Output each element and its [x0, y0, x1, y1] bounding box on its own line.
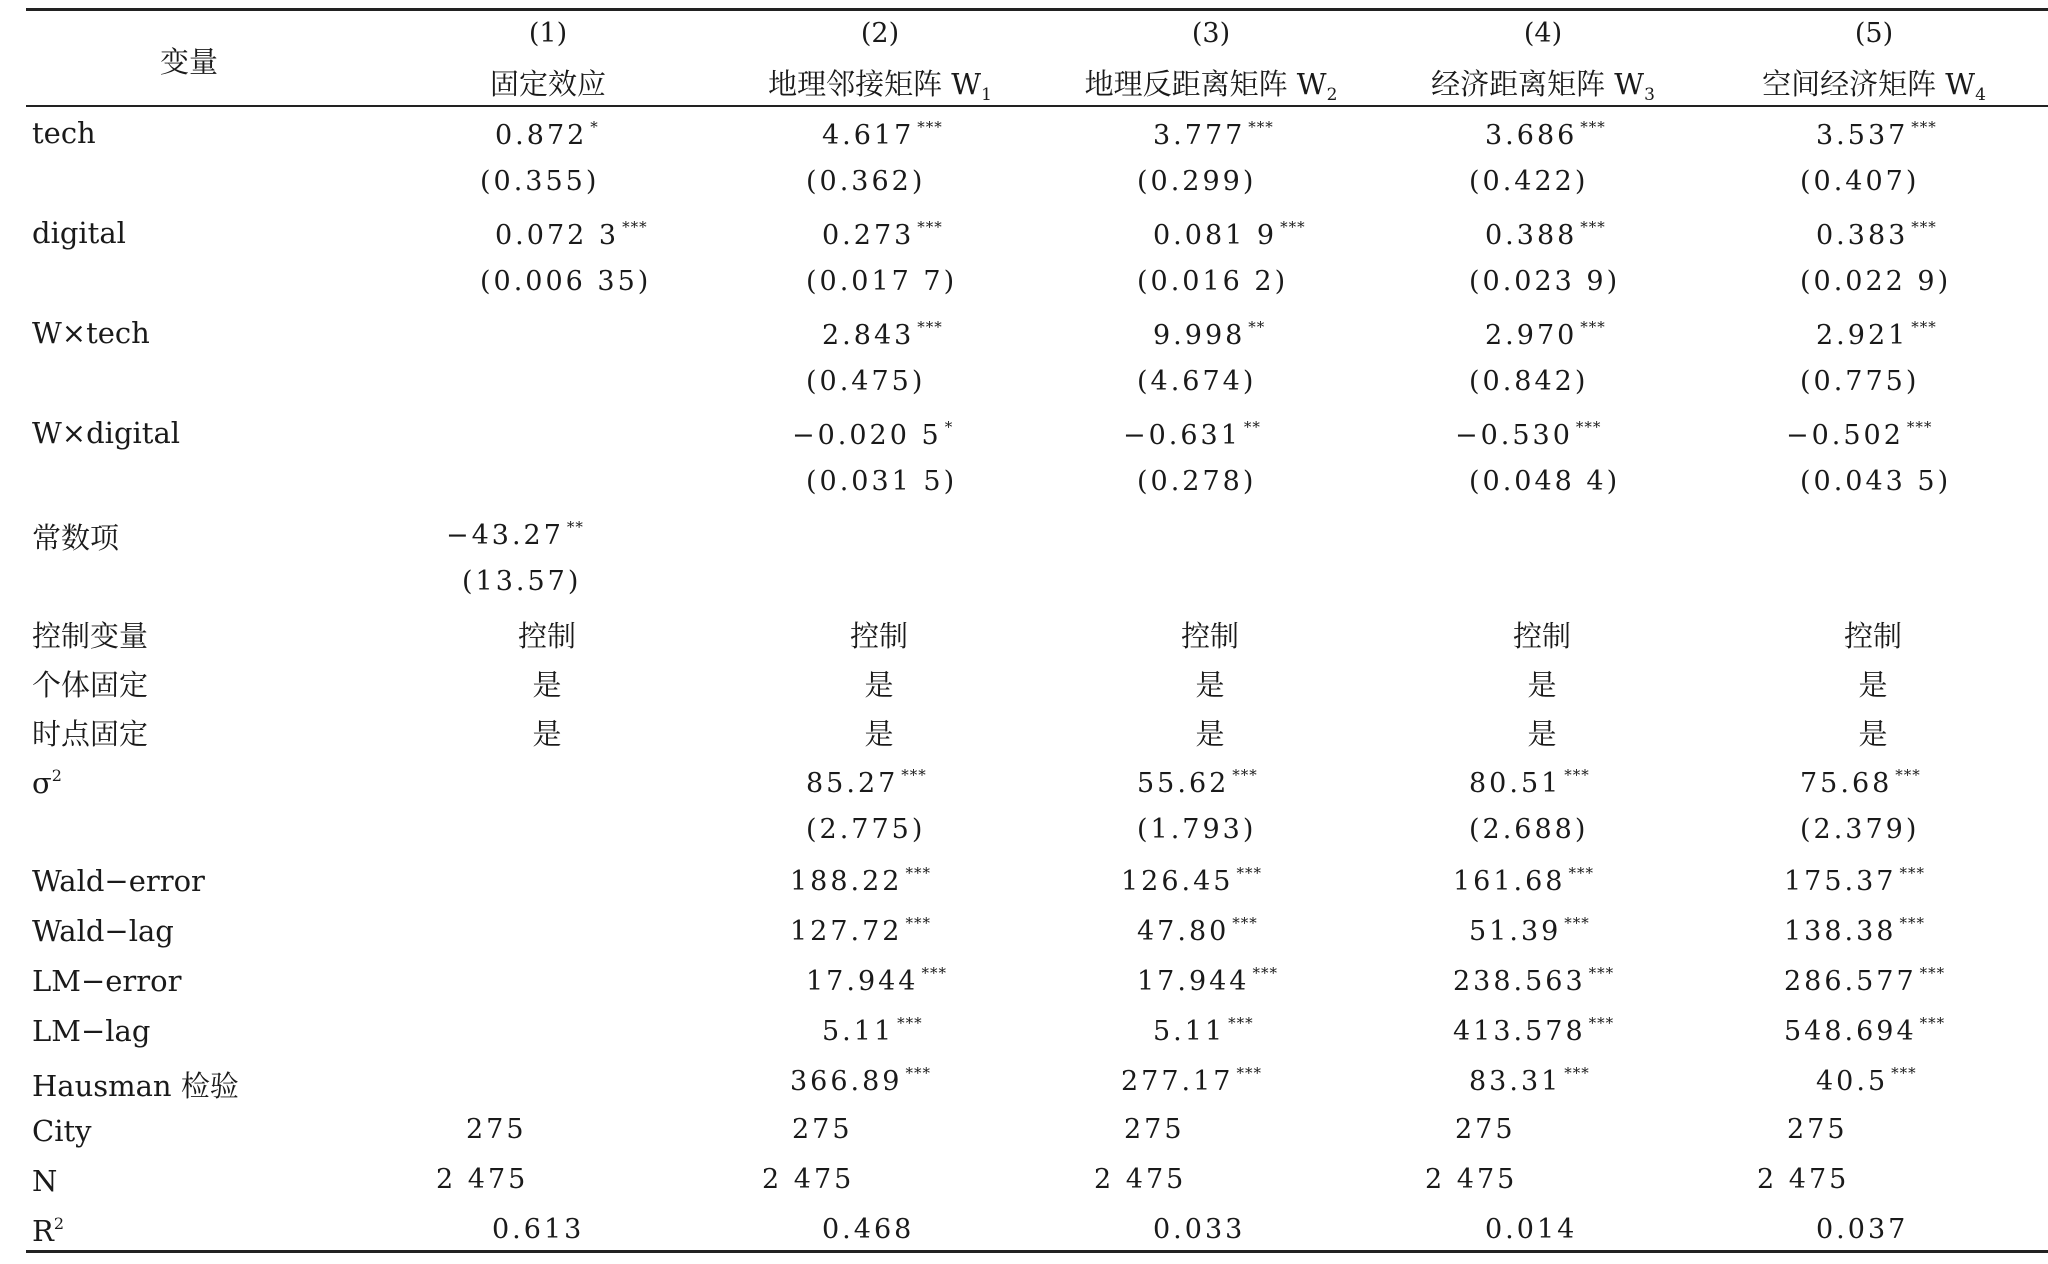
test-row-label: Wald−lag: [32, 914, 174, 948]
significance-stars: ***: [1588, 964, 1615, 982]
coef-cell: [495, 218, 648, 251]
coef-value: 413.578: [1453, 1016, 1586, 1047]
coef-value: −43.27: [446, 520, 564, 551]
header-col-2-name: [700, 62, 1060, 105]
significance-stars: ***: [921, 964, 947, 982]
header-col-3-name: [1031, 62, 1391, 105]
coef-value: 9.998: [1153, 320, 1246, 351]
test-cell: [1469, 1064, 1590, 1097]
row-label: 常数项: [32, 521, 120, 555]
footer-row-label: [32, 1214, 64, 1248]
coef-cell: [1485, 118, 1606, 151]
coef-value: 138.38: [1784, 916, 1897, 947]
coef-value: 17.944: [806, 966, 919, 997]
coef-cell: [1816, 118, 1937, 151]
test-cell: [1784, 964, 1945, 997]
significance-stars: ***: [901, 766, 927, 784]
sigma-cell: [806, 766, 927, 799]
coef-value: 4.617: [822, 120, 915, 151]
coef-value: 3.777: [1153, 120, 1246, 151]
header-col-2-number: (2): [860, 18, 900, 49]
coef-value: 188.22: [790, 866, 903, 897]
sigma-std-error: (2.688): [1469, 814, 1589, 845]
footer-cell: 275: [1455, 1114, 1516, 1145]
test-cell: [1816, 1064, 1917, 1097]
coef-cell: [1816, 318, 1937, 351]
control-cell: 是: [532, 717, 562, 751]
test-cell: [1121, 864, 1262, 897]
std-error-cell: (0.006 35): [480, 266, 652, 297]
control-row-label: 控制变量: [32, 619, 149, 653]
table-header-rule: [26, 105, 2048, 107]
footer-cell: 0.468: [822, 1214, 915, 1245]
control-cell: 是: [1195, 668, 1225, 702]
control-cell: 是: [1527, 668, 1557, 702]
significance-stars: ***: [1906, 418, 1933, 436]
coef-value: 0.072 3: [495, 220, 620, 251]
header-col-1-name: [368, 62, 728, 105]
footer-cell: 275: [792, 1114, 853, 1145]
footer-cell: 0.033: [1153, 1214, 1246, 1245]
control-cell: 是: [864, 668, 894, 702]
coef-value: 127.72: [790, 916, 903, 947]
test-cell: [1469, 914, 1590, 947]
std-error-cell: (0.422): [1469, 166, 1589, 197]
test-row-label: Hausman 检验: [32, 1069, 239, 1103]
significance-stars: ***: [1564, 1064, 1590, 1082]
std-error-cell: (0.475): [806, 366, 926, 397]
coef-cell: [1123, 418, 1261, 451]
test-cell: [1453, 964, 1614, 997]
significance-stars: ***: [1588, 1014, 1615, 1032]
sigma-std-error: (1.793): [1137, 814, 1257, 845]
footer-row-label: [32, 1164, 57, 1198]
std-error-cell: (0.355): [480, 166, 600, 197]
footer-cell: 0.037: [1816, 1214, 1909, 1245]
test-cell: [1453, 864, 1594, 897]
significance-stars: ***: [1580, 118, 1606, 136]
significance-stars: ***: [1911, 318, 1937, 336]
sigma-cell: [1800, 766, 1921, 799]
significance-stars: ***: [1568, 864, 1594, 882]
coef-value: 0.388: [1485, 220, 1578, 251]
test-cell: [1453, 1014, 1614, 1047]
coef-value: 238.563: [1453, 966, 1586, 997]
header-variable: 变量: [160, 45, 219, 79]
significance-stars: ***: [897, 1014, 923, 1032]
coef-value: 80.51: [1469, 768, 1562, 799]
sigma-symbol: σ: [32, 766, 52, 800]
control-cell: 控制: [1180, 619, 1239, 653]
std-error-cell: (0.043 5): [1800, 466, 1952, 497]
row-label: W×tech: [32, 316, 150, 350]
control-cell: 是: [1858, 717, 1888, 751]
sigma-label: [32, 766, 62, 800]
test-cell: [1784, 914, 1925, 947]
significance-stars: ***: [1891, 1064, 1917, 1082]
significance-stars: **: [1243, 418, 1261, 436]
coef-value: 17.944: [1137, 966, 1250, 997]
std-error-cell: (4.674): [1137, 366, 1257, 397]
coef-value: −0.530: [1455, 420, 1573, 451]
sigma-cell: [1469, 766, 1590, 799]
coef-value: 2.921: [1816, 320, 1909, 351]
header-col-3-number: (3): [1191, 18, 1231, 49]
coef-value: 0.273: [822, 220, 915, 251]
control-cell: 是: [1527, 717, 1557, 751]
footer-label-text: City: [32, 1114, 92, 1148]
significance-stars: *: [944, 418, 954, 436]
table-bottom-rule: [26, 1250, 2048, 1253]
coef-value: 55.62: [1137, 768, 1230, 799]
header-name-text: 经济距离矩阵 W: [1431, 67, 1645, 101]
test-cell: [1784, 864, 1925, 897]
footer-cell: 2 475: [1757, 1164, 1850, 1195]
significance-stars: ***: [917, 218, 943, 236]
header-name-text: 固定效应: [489, 67, 606, 101]
coef-cell: [1485, 218, 1606, 251]
header-name-text: 地理邻接矩阵 W: [768, 67, 982, 101]
test-row-label: LM−error: [32, 964, 182, 998]
control-row-label: 个体固定: [32, 668, 149, 702]
footer-cell: 2 475: [1425, 1164, 1518, 1195]
sigma-cell: [1137, 766, 1258, 799]
std-error-cell: (0.023 9): [1469, 266, 1621, 297]
test-cell: [822, 1014, 923, 1047]
significance-stars: ***: [1236, 1064, 1262, 1082]
coef-value: 83.31: [1469, 1066, 1562, 1097]
std-error-cell: (0.299): [1137, 166, 1257, 197]
header-name-subscript: 1: [981, 85, 992, 105]
sigma-std-error: (2.775): [806, 814, 926, 845]
std-error-cell: (0.278): [1137, 466, 1257, 497]
header-name-subscript: 3: [1644, 85, 1655, 105]
footer-cell: 275: [1124, 1114, 1185, 1145]
significance-stars: ***: [1899, 914, 1925, 932]
std-error-cell: (0.775): [1800, 366, 1920, 397]
footer-row-label: [32, 1114, 92, 1148]
coef-cell: [1816, 218, 1937, 251]
std-error-cell: (0.048 4): [1469, 466, 1621, 497]
coef-value: 0.081 9: [1153, 220, 1278, 251]
header-name-text: 空间经济矩阵 W: [1762, 67, 1976, 101]
test-cell: [1137, 914, 1258, 947]
significance-stars: ***: [1575, 418, 1602, 436]
coef-cell: [495, 118, 599, 151]
footer-cell: 2 475: [436, 1164, 529, 1195]
significance-stars: ***: [1919, 964, 1946, 982]
significance-stars: ***: [1252, 964, 1278, 982]
significance-stars: ***: [1232, 766, 1258, 784]
test-cell: [790, 1064, 931, 1097]
significance-stars: ***: [917, 118, 943, 136]
significance-stars: ***: [1580, 318, 1606, 336]
coef-cell: [822, 118, 943, 151]
coef-value: 3.686: [1485, 120, 1578, 151]
coef-value: 3.537: [1816, 120, 1909, 151]
footer-cell: 275: [466, 1114, 527, 1145]
significance-stars: ***: [1899, 864, 1925, 882]
footer-cell: 2 475: [762, 1164, 855, 1195]
significance-stars: ***: [905, 1064, 931, 1082]
significance-stars: ***: [622, 218, 648, 236]
significance-stars: ***: [1564, 766, 1590, 784]
significance-stars: ***: [1895, 766, 1921, 784]
coef-value: 40.5: [1816, 1066, 1889, 1097]
sigma-exponent: 2: [51, 766, 62, 785]
significance-stars: ***: [1232, 914, 1258, 932]
std-error-cell: (0.016 2): [1137, 266, 1289, 297]
header-name-subscript: 2: [1326, 85, 1338, 105]
significance-stars: ***: [1228, 1014, 1254, 1032]
header-col-5-name: [1694, 62, 2048, 105]
coef-value: −0.502: [1786, 420, 1904, 451]
row-label: tech: [32, 116, 96, 150]
coef-value: −0.631: [1123, 420, 1241, 451]
coef-cell: [1786, 418, 1932, 451]
coef-value: 51.39: [1469, 916, 1562, 947]
coef-cell: [1153, 318, 1265, 351]
coef-cell: [1485, 318, 1606, 351]
header-name-subscript: 4: [1975, 85, 1986, 105]
footer-cell: 0.613: [492, 1214, 585, 1245]
std-error-cell: (13.57): [462, 566, 582, 597]
row-label: W×digital: [32, 416, 181, 450]
control-cell: 是: [1858, 668, 1888, 702]
test-cell: [1121, 1064, 1262, 1097]
std-error-cell: (0.842): [1469, 366, 1589, 397]
std-error-cell: (0.017 7): [806, 266, 958, 297]
significance-stars: ***: [1911, 218, 1937, 236]
significance-stars: ***: [1280, 218, 1306, 236]
test-row-label: LM−lag: [32, 1014, 151, 1048]
coef-cell: [1153, 118, 1274, 151]
coef-value: 85.27: [806, 768, 899, 799]
std-error-cell: (0.362): [806, 166, 926, 197]
coef-cell: [822, 318, 943, 351]
header-name-text: 地理反距离矩阵 W: [1084, 67, 1327, 101]
footer-label-exponent: 2: [53, 1214, 65, 1233]
control-cell: 控制: [1843, 619, 1902, 653]
footer-label-text: N: [32, 1164, 58, 1198]
coef-value: 366.89: [790, 1066, 903, 1097]
control-cell: 控制: [517, 619, 576, 653]
control-cell: 控制: [849, 619, 908, 653]
coef-value: 286.577: [1784, 966, 1917, 997]
footer-label-text: R: [32, 1214, 54, 1248]
significance-stars: ***: [905, 914, 931, 932]
row-label: digital: [32, 216, 126, 250]
significance-stars: **: [566, 518, 584, 536]
coef-value: 0.383: [1816, 220, 1909, 251]
coef-value: 0.872: [495, 120, 588, 151]
coef-value: 175.37: [1784, 866, 1897, 897]
std-error-cell: (0.022 9): [1800, 266, 1952, 297]
test-cell: [790, 864, 931, 897]
footer-cell: 0.014: [1485, 1214, 1578, 1245]
coef-value: 75.68: [1800, 768, 1893, 799]
significance-stars: ***: [1248, 118, 1274, 136]
control-cell: 是: [1195, 717, 1225, 751]
coef-value: 277.17: [1121, 1066, 1234, 1097]
sigma-std-error: (2.379): [1800, 814, 1920, 845]
coef-value: 2.843: [822, 320, 915, 351]
coef-value: 126.45: [1121, 866, 1234, 897]
significance-stars: ***: [905, 864, 931, 882]
header-col-4-name: [1363, 62, 1723, 105]
header-col-4-number: (4): [1523, 18, 1563, 49]
header-col-1-number: (1): [528, 18, 568, 49]
control-row-label: 时点固定: [32, 717, 149, 751]
coef-cell: [446, 518, 584, 551]
footer-cell: 275: [1787, 1114, 1848, 1145]
header-col-5-number: (5): [1854, 18, 1894, 49]
coef-value: 2.970: [1485, 320, 1578, 351]
significance-stars: **: [1248, 318, 1266, 336]
coef-value: 161.68: [1453, 866, 1566, 897]
test-cell: [1153, 1014, 1254, 1047]
coef-value: −0.020 5: [792, 420, 942, 451]
significance-stars: *: [590, 118, 599, 136]
coef-value: 548.694: [1784, 1016, 1917, 1047]
significance-stars: ***: [1911, 118, 1937, 136]
coef-value: 5.11: [822, 1016, 895, 1047]
coef-cell: [822, 218, 943, 251]
control-cell: 是: [532, 668, 562, 702]
significance-stars: ***: [1564, 914, 1590, 932]
test-cell: [1137, 964, 1278, 997]
table-top-rule: [26, 8, 2048, 11]
control-cell: 控制: [1512, 619, 1571, 653]
significance-stars: ***: [1919, 1014, 1946, 1032]
test-cell: [1784, 1014, 1945, 1047]
std-error-cell: (0.407): [1800, 166, 1920, 197]
test-cell: [790, 914, 931, 947]
significance-stars: ***: [1236, 864, 1262, 882]
coef-value: 47.80: [1137, 916, 1230, 947]
test-cell: [806, 964, 947, 997]
coef-cell: [792, 418, 953, 451]
control-cell: 是: [864, 717, 894, 751]
std-error-cell: (0.031 5): [806, 466, 958, 497]
coef-cell: [1153, 218, 1306, 251]
significance-stars: ***: [1580, 218, 1606, 236]
footer-cell: 2 475: [1094, 1164, 1187, 1195]
coef-value: 5.11: [1153, 1016, 1226, 1047]
test-row-label: Wald−error: [32, 864, 205, 898]
coef-cell: [1455, 418, 1601, 451]
significance-stars: ***: [917, 318, 943, 336]
